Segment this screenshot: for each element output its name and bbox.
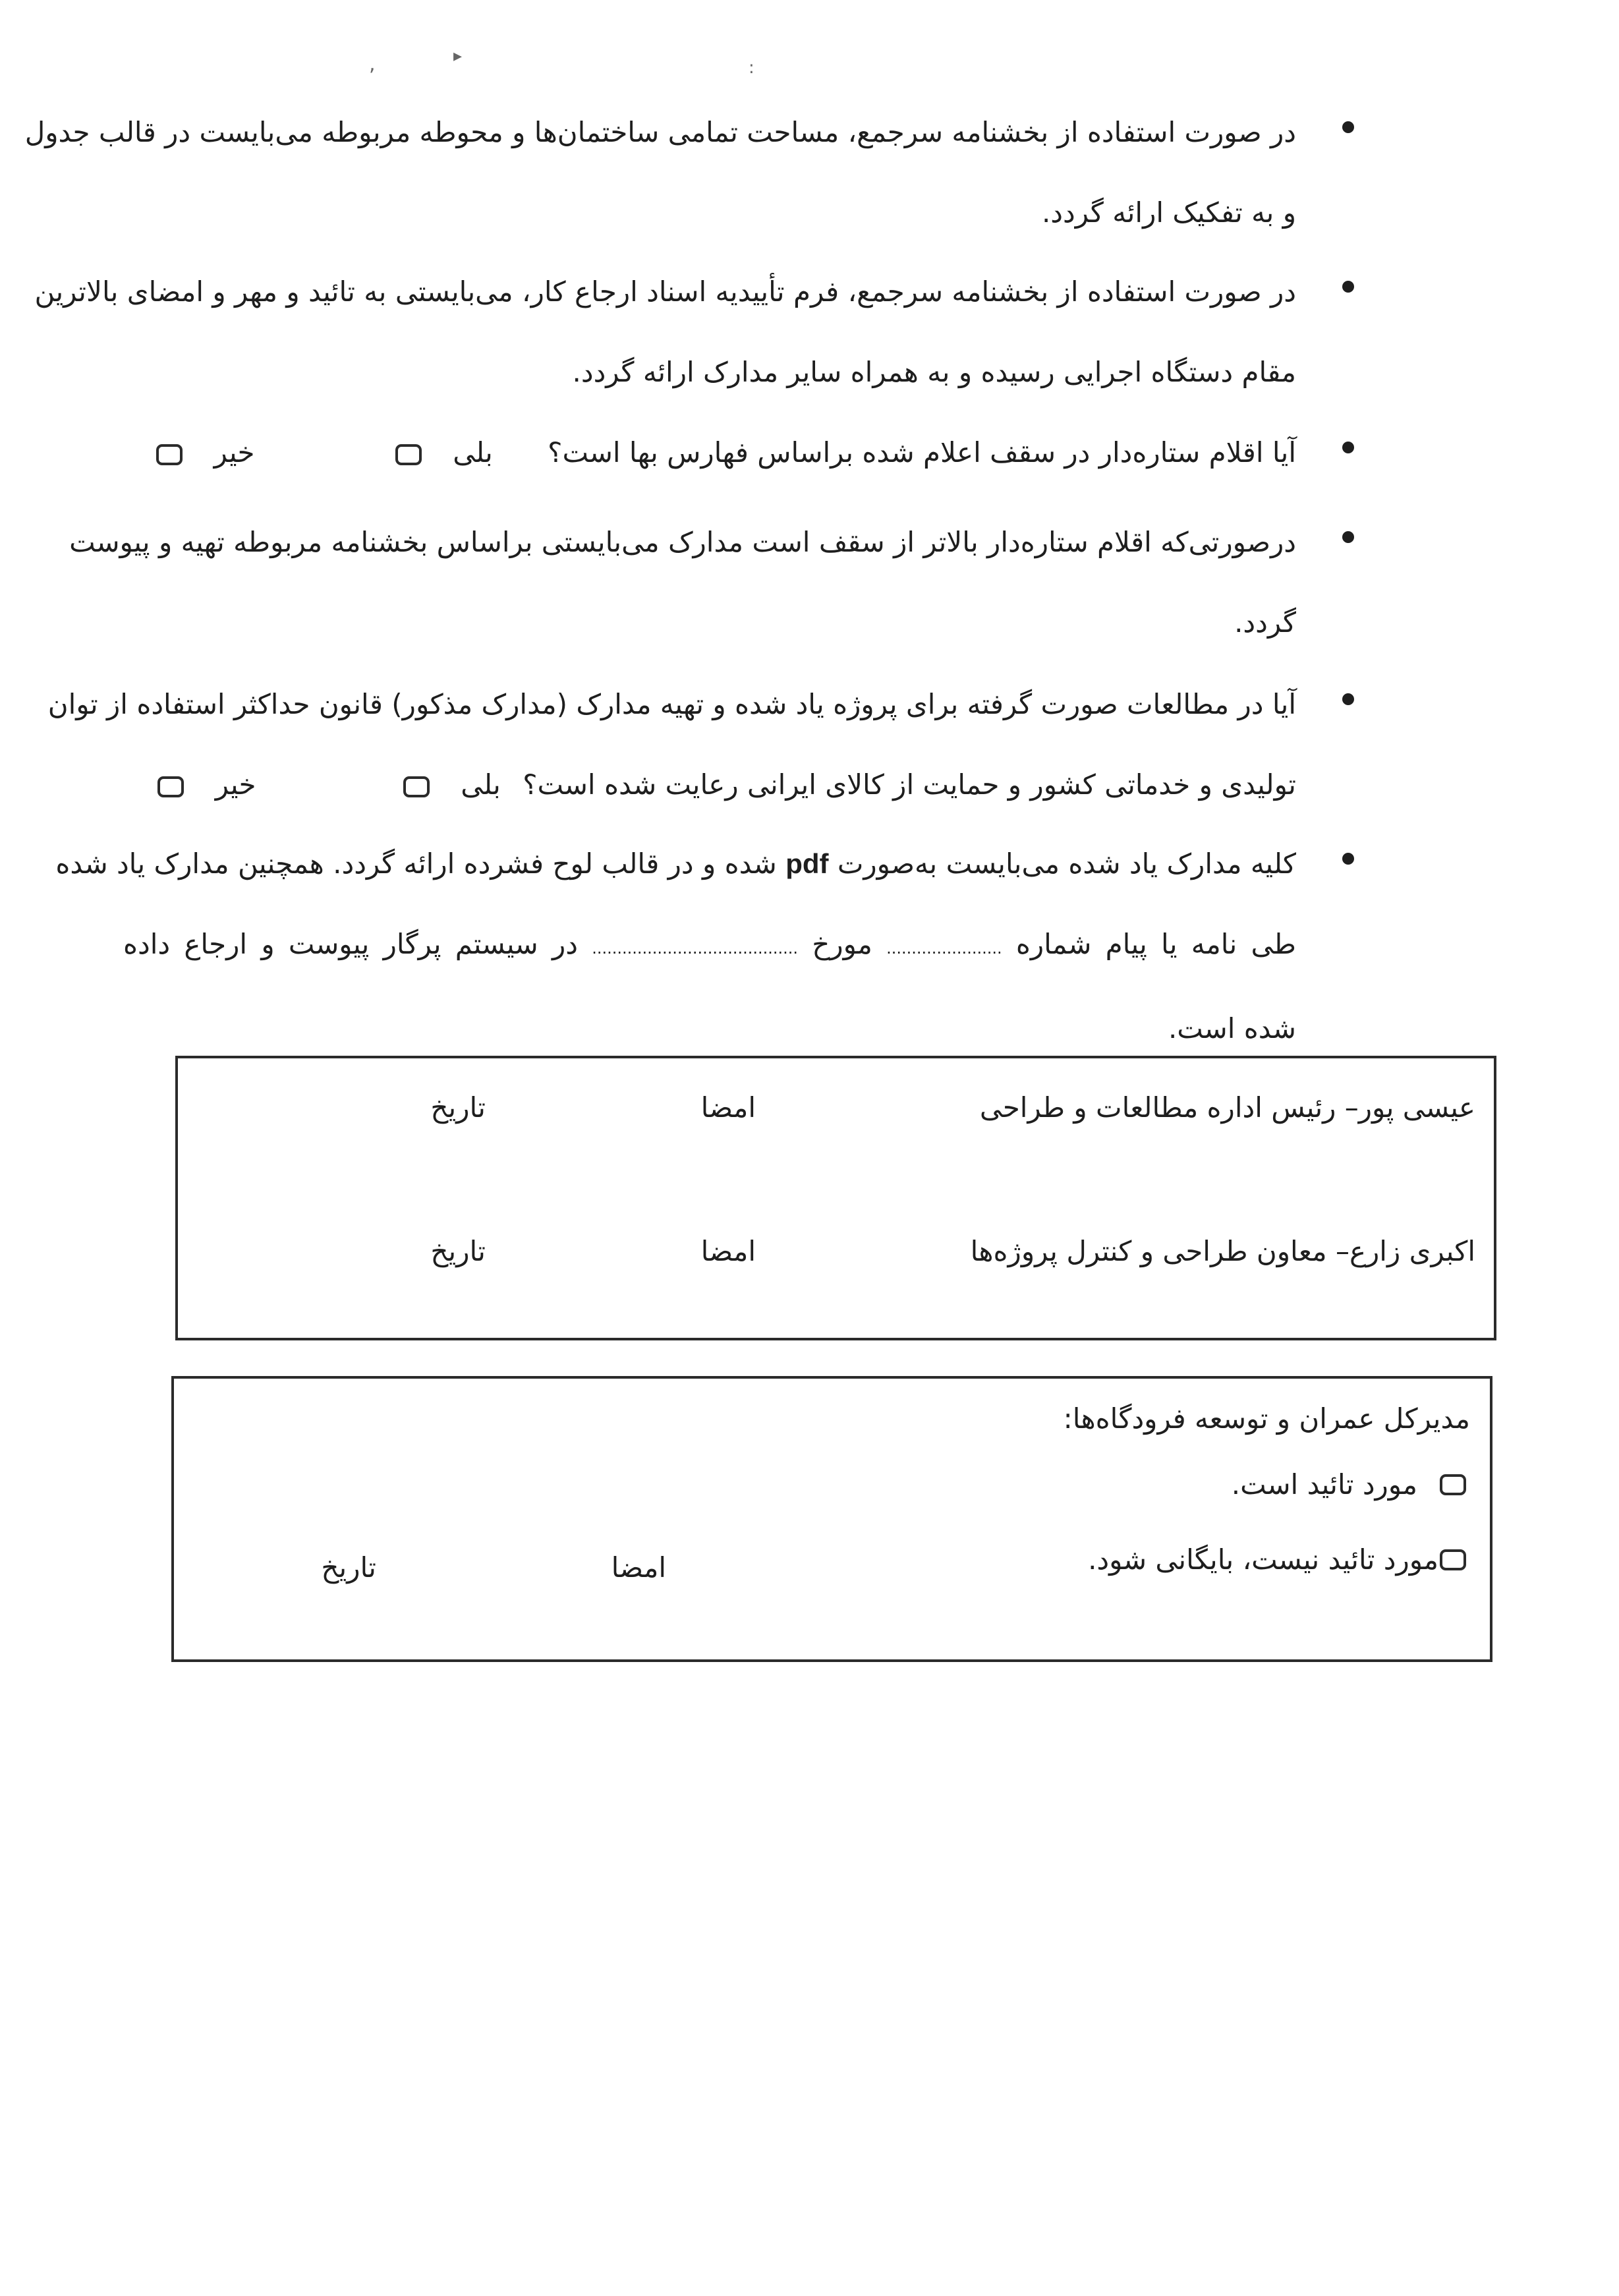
paragraph-line: در صورت استفاده از بخشنامه سرجمع، فرم تأییدیه اسناد ارجاع کار، می‌بایستی به تائید و مهر و امضای بالاترین <box>34 275 1296 308</box>
question-line <box>123 745 1296 825</box>
scan-mark: ▸ <box>453 46 463 66</box>
text-segment: کلیه مدارک یاد شده می‌بایست به‌صورت <box>837 847 1296 880</box>
paragraph-line <box>123 904 1296 989</box>
yes-checkbox[interactable] <box>395 444 422 465</box>
bullet-paragraph-above-ceiling <box>69 502 1296 663</box>
rejected-checkbox[interactable] <box>1440 1549 1466 1570</box>
signature-box <box>175 1056 1496 1340</box>
bullet-icon <box>1342 281 1354 293</box>
signer-2-date-label: تاریخ <box>430 1235 486 1267</box>
no-label: خیر <box>213 436 255 469</box>
pdf-term: pdf <box>785 848 829 879</box>
text-segment: طی نامه یا پیام شماره <box>1015 928 1296 960</box>
bullet-paragraph-approval-form <box>34 252 1296 413</box>
approval-box <box>171 1376 1492 1662</box>
no-checkbox[interactable] <box>157 776 184 797</box>
rejected-option[interactable] <box>1088 1543 1466 1576</box>
approval-title: مدیرکل عمران و توسعه فرودگاه‌ها: <box>1063 1402 1470 1435</box>
signer-2-name: اکبری زارع– معاون طراحی و کنترل پروژه‌ها <box>970 1235 1475 1267</box>
paragraph-line: آیا در مطالعات صورت گرفته برای پروژه یاد شده و تهیه مدارک (مدارک مذکور) قانون حداکثر استفاده از توان <box>47 688 1296 720</box>
scan-mark: : <box>749 58 754 78</box>
approved-checkbox[interactable] <box>1440 1474 1466 1495</box>
no-option[interactable] <box>156 413 254 493</box>
bullet-question-domestic-production <box>47 664 1296 825</box>
paragraph-line: در صورت استفاده از بخشنامه سرجمع، مساحت تمامی ساختمان‌ها و محوطه مربوطه می‌بایست در قالب جدول <box>24 116 1296 148</box>
paragraph-line: مقام دستگاه اجرایی رسیده و به همراه سایر مدارک ارائه گردد. <box>572 356 1296 388</box>
bullet-icon <box>1342 531 1354 543</box>
bullet-icon <box>1342 853 1354 865</box>
paragraph-line: گردد. <box>1234 606 1296 639</box>
paragraph-line: شده است. <box>1168 1012 1296 1045</box>
no-checkbox[interactable] <box>156 444 183 465</box>
yes-label: بلی <box>461 768 501 801</box>
question-text: آیا اقلام ستاره‌دار در سقف اعلام شده براساس فهارس بها است؟ <box>548 436 1296 469</box>
rejected-label: مورد تائید نیست، بایگانی شود. <box>1088 1543 1438 1576</box>
letter-date-blank[interactable]: ......................................... <box>592 939 799 958</box>
signer-2-sign-label: امضا <box>700 1235 756 1267</box>
bullet-paragraph-table-requirement <box>24 92 1296 253</box>
paragraph-line: درصورتی‌که اقلام ستاره‌دار بالاتر از سقف است مدارک می‌بایستی براساس بخشنامه مربوطه تهیه و پیوست <box>69 526 1296 558</box>
letter-number-blank[interactable]: ....................... <box>886 939 1002 958</box>
bullet-paragraph-pdf-submission <box>55 824 1296 1069</box>
director-sign-label: امضا <box>611 1551 666 1584</box>
approved-label: مورد تائید است. <box>1231 1468 1417 1501</box>
no-option[interactable] <box>157 745 256 825</box>
director-date-label: تاریخ <box>321 1551 376 1584</box>
no-label: خیر <box>215 768 256 801</box>
text-segment: در سیستم پرگار پیوست و ارجاع داده <box>123 928 578 960</box>
yes-option[interactable] <box>395 413 493 493</box>
text-segment: شده و در قالب لوح فشرده ارائه گردد. همچنین مدارک یاد شده <box>55 847 777 880</box>
paragraph-line <box>55 824 1296 904</box>
scan-mark: , <box>369 53 376 76</box>
paragraph-line: و به تفکیک ارائه گردد. <box>1041 196 1296 229</box>
yes-option[interactable] <box>403 745 501 825</box>
signer-1-name: عیسی پور– رئیس اداره مطالعات و طراحی <box>979 1091 1475 1124</box>
signer-1-date-label: تاریخ <box>430 1091 486 1124</box>
signer-1-sign-label: امضا <box>700 1091 756 1124</box>
bullet-icon <box>1342 442 1354 453</box>
question-line <box>123 413 1296 493</box>
approved-option[interactable] <box>1232 1468 1466 1501</box>
yes-checkbox[interactable] <box>403 776 430 797</box>
yes-label: بلی <box>453 436 493 469</box>
text-segment: مورخ <box>812 928 872 960</box>
question-text: تولیدی و خدماتی کشور و حمایت از کالای ایرانی رعایت شده است؟ <box>523 768 1296 801</box>
bullet-icon <box>1342 121 1354 133</box>
bullet-icon <box>1342 693 1354 705</box>
bullet-question-starred-items <box>123 413 1296 493</box>
